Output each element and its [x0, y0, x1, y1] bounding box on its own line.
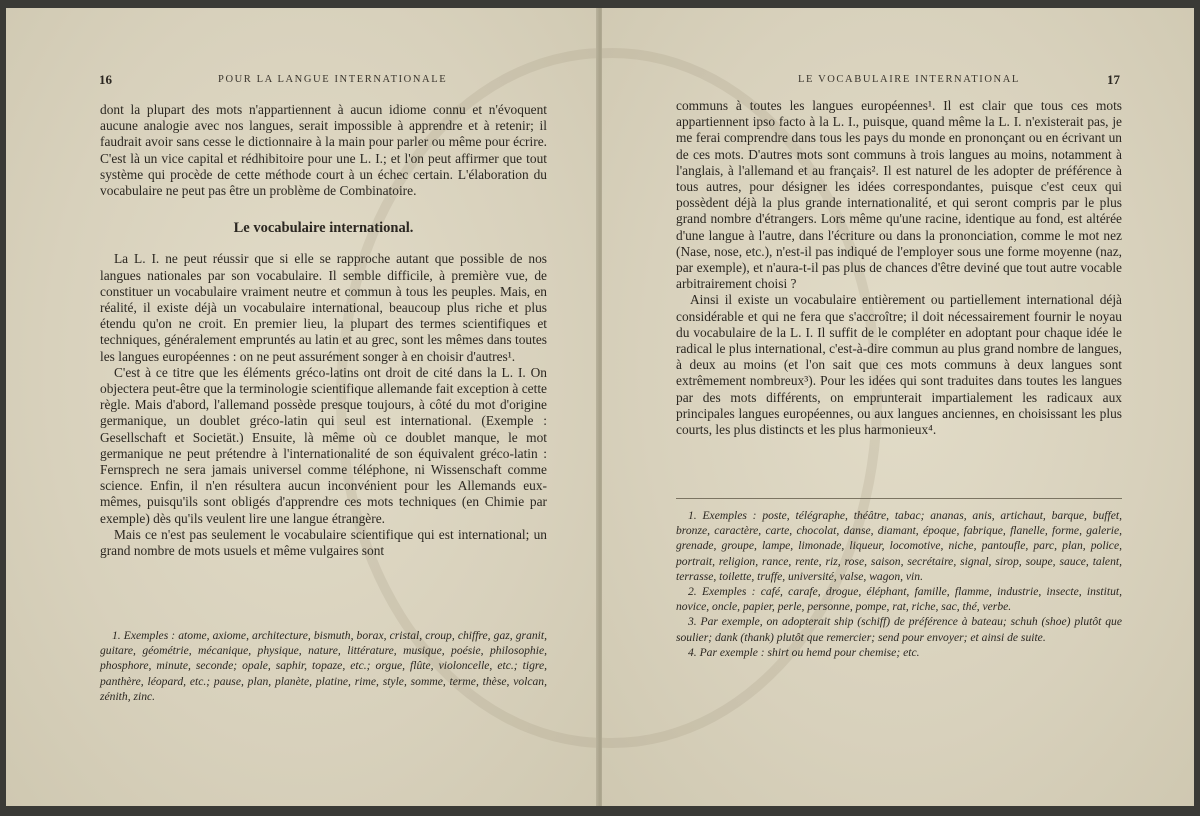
footnote: 4. Par exemple : shirt ou hemd pour chemise; etc. — [688, 645, 920, 659]
intro-paragraph: dont la plupart des mots n'appartiennent à aucun idiome connu et n'évoquent aucune analogie avec nos langues, serait impossible à apprendre et à retenir; il faudrait avoir sans cesse le dictionnaire à la main pour parler ou même pour écrire. C'est là un vice capital et rédhibitoire pour une L. I.; et l'on peut affirmer que tout système qui procède de cette méthode court à un échec certain. L'élaboration du vocabulaire ne peut pas être un problème de Combinatoire. — [100, 102, 547, 199]
right-footnotes — [676, 508, 1122, 660]
paragraph: C'est à ce titre que les éléments gréco-latins ont droit de cité dans la L. I. On objectera peut-être que la terminologie scientifique allemande fait exception à cette règle. Mais d'abord, l'allemand possède presque toujours, à côté du mot d'origine germanique, un doublet gréco-latin qui seul est international. (Exemple : Gesellschaft et Societät.) Ensuite, là même où ce doublet manque, le mot germanique ne peut prétendre à l'internationalité de son équivalent gréco-latin : Fernsprech ne sera jamais universel comme téléphone, ni Wissenschaft comme science. Enfin, il n'en résultera aucun inconvénient pour les Allemands eux-mêmes, puisqu'ils sont obligés d'apprendre ces mots techniques (en Chimie par exemple) dès qu'ils veulent lire une langue étrangère. — [100, 364, 547, 526]
running-head: POUR LA LANGUE INTERNATIONALE — [218, 74, 448, 85]
footnote: 1. Exemples : atome, axiome, architecture, bismuth, borax, cristal, croup, chiffre, gaz, granit, guitare, géométrie, mécanique, physique, nature, littérature, musique, poésie, philosophie, phosphore, minute, seconde; opale, saphir, topaze, etc.; orgue, flûte, violoncelle, etc.; tigre, panthère, léopard, etc.; pause, plan, planète, platine, rime, style, somme, terme, thèse, volcan, zénith, zinc. — [100, 629, 547, 703]
footnote: 3. Par exemple, on adopterait ship (schiff) de préférence à bateau; schuh (shoe) plutôt que soulier; dank (thank) plutôt que remercier; send pour envoyer; et ainsi de suite. — [676, 615, 1122, 644]
left-footnotes — [100, 628, 547, 704]
right-body-text — [676, 98, 1122, 438]
paragraph: Ainsi il existe un vocabulaire entièrement ou partiellement international déjà considérable et qui ne fera que s'accroître; il doit nécessairement fournir le noyau du vocabulaire de la L. I. Il suffit de le compléter en adoptant pour chaque idée le radical le plus international, c'est-à-dire commun au plus grand nombre de langues, à deux au moins (et l'on sait que ces mots communs à deux langues sont extrêmement nombreux³). Pour les idées qui sont traduites dans toutes les langues par des mots différents, on emprunterait impartialement les radicaux aux principales langues européennes, ou aux langues anciennes, en choisissant les plus courts, les plus distincts et les plus harmonieux⁴. — [676, 292, 1122, 438]
page-number: 17 — [1107, 72, 1120, 87]
paragraph: communs à toutes les langues européennes¹. Il est clair que tous ces mots appartiennent ipso facto à la L. I., puisque, quand même la L. I. n'existerait pas, je me ferai comprendre dans tous les pays du monde en prononçant ou en écrivant un de ces mots. D'autres mots sont communs à trois langues au moins, notamment à l'anglais, à l'allemand et au français². Il est naturel de les adopter de préférence à tous autres, pour désigner les idées correspondantes, puisque c'est ceux qui possèdent déjà la plus grande internationalité, et qui seront compris par le plus grand nombre d'étrangers. Lors même qu'une racine, identique au fond, est altérée d'une langue à l'autre, dans l'écriture ou dans la prononciation, comme le mot nez (Nase, nose, etc.), n'est-il pas indiqué de l'employer sous une forme moyenne (naz, par exemple), et n'aura-t-il pas plus de chances d'être deviné que tout autre vocable arbitrairement choisi ? — [676, 98, 1122, 292]
running-head: LE VOCABULAIRE INTERNATIONAL — [798, 74, 1020, 85]
footnote: 1. Exemples : poste, télégraphe, théâtre, tabac; ananas, anis, artichaut, barque, buffet, bronze, caractère, carte, chocolat, danse, diamant, époque, fabrique, flanelle, forme, galerie, grenade, groupe, lampe, limonade, liqueur, locomotive, niche, pantoufle, parc, plan, police, portrait, religion, rance, rente, riz, rose, saison, secrétaire, signal, sirop, soupe, sauce, talent, terrasse, toilette, truffe, université, valse, wagon, vin. — [676, 509, 1122, 583]
footnote-divider — [676, 498, 1122, 499]
paragraph: La L. I. ne peut réussir que si elle se rapproche autant que possible de nos langues nationales par son vocabulaire. Il semble difficile, à première vue, de constituer un vocabulaire vraiment neutre et commun à tous les peuples. Mais, en réalité, il existe déjà un vocabulaire international, beaucoup plus riche et plus étendu qu'on ne croit. En premier lieu, la plupart des termes scientifiques et techniques, généralement empruntés au latin et au grec, sont les mêmes dans toutes les langues européennes : on ne peut assurément songer à en choisir d'autres¹. — [100, 251, 547, 364]
page-number: 16 — [99, 72, 112, 87]
footnote: 2. Exemples : café, carafe, drogue, éléphant, famille, flamme, industrie, insecte, institut, novice, oncle, papier, perle, personne, pompe, rat, riche, sac, thé, verbe. — [676, 585, 1122, 614]
right-page — [602, 8, 1194, 806]
book-spread — [6, 8, 1194, 806]
paragraph: Mais ce n'est pas seulement le vocabulaire scientifique qui est international; un grand nombre de mots usuels et même vulgaires sont — [100, 526, 547, 559]
left-page — [6, 8, 598, 806]
left-body-text — [100, 102, 547, 559]
section-heading: Le vocabulaire international. — [233, 220, 414, 237]
